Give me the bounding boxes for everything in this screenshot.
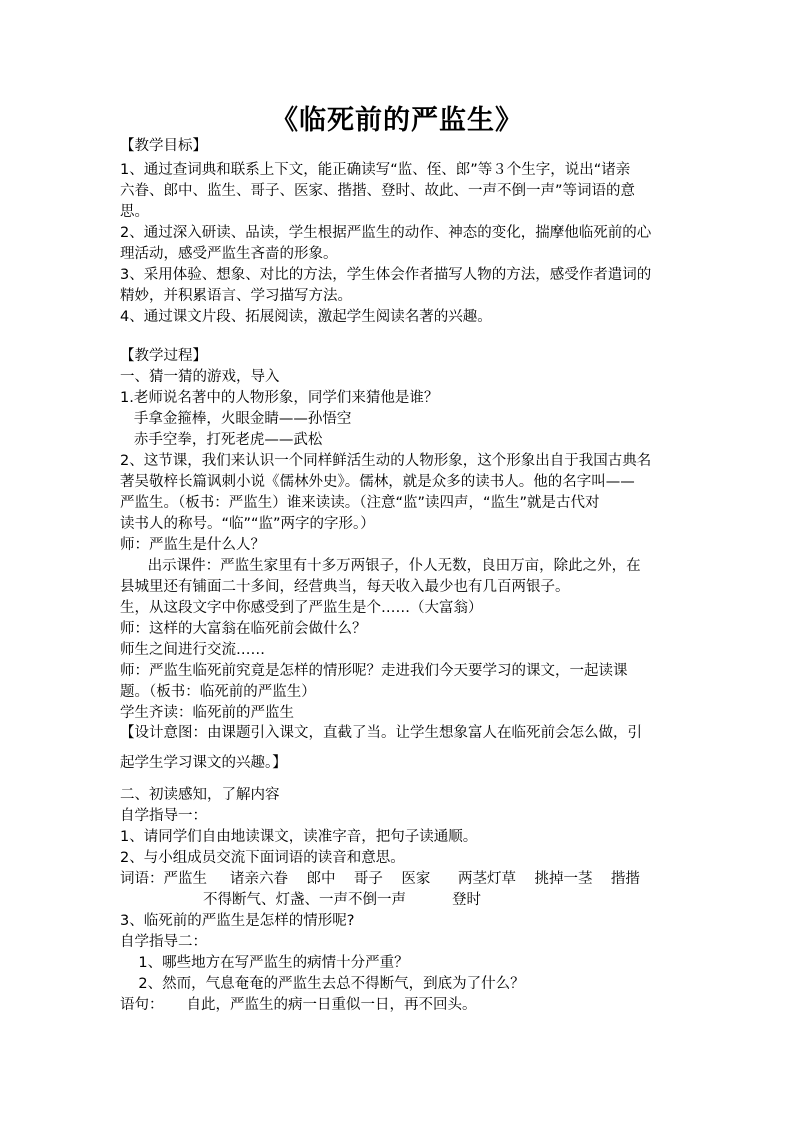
objective-line: 精妙，并积累语言、学习描写方法。	[120, 288, 352, 304]
process-line: 2、与小组成员交流下面词语的读音和意思。	[120, 850, 405, 866]
process-line: 二、初读感知，了解内容	[120, 787, 280, 803]
objective-line: 3、采用体验、想象、对比的方法，学生体会作者描写人物的方法，感受作者遣词的	[120, 267, 652, 283]
document-title: 《临死前的严监生》	[271, 105, 523, 136]
process-line: 1、请同学们自由地读课文，读准字音，把句子读通顺。	[120, 829, 478, 845]
process-line: 县城里还有铺面二十多间，经营典当，每天收入最少也有几百两银子。	[120, 579, 570, 595]
section-heading-objectives: 【教学目标】	[120, 138, 207, 154]
process-line: 题。（板书：临死前的严监生）	[120, 684, 316, 700]
process-line: 师：严监生是什么人？	[120, 537, 265, 553]
process-line: 1、哪些地方在写严监生的病情十分严重？	[120, 955, 409, 971]
process-line: 出示课件：严监生家里有十多万两银子，仆人无数，良田万亩，除此之外，在	[120, 558, 641, 574]
process-line: 一、猜一猜的游戏，导入	[120, 369, 280, 385]
objective-line: 思。	[120, 204, 149, 220]
objective-line: 理活动，感受严监生吝啬的形象。	[120, 246, 338, 262]
section-heading-process: 【教学过程】	[120, 348, 207, 364]
process-line: 3、临死前的严监生是怎样的情形呢?	[120, 913, 355, 929]
process-line: 严监生。（板书：严监生）谁来读读。（注意“监”读四声，“监生”就是古代对	[120, 495, 600, 511]
process-line: 学生齐读：临死前的严监生	[120, 705, 294, 721]
process-line: 著吴敬梓长篇讽刺小说《儒林外史》。儒林，就是众多的读书人。他的名字叫——	[120, 474, 635, 490]
process-line: 师生之间进行交流……	[120, 642, 265, 658]
vocabulary-line: 词语：严监生 诸亲六眷 郎中 哥子 医家 两茎灯草 挑掉一茎 揩揩	[120, 871, 640, 887]
process-line: 语句： 自此，严监生的病一日重似一日，再不回头。	[120, 997, 477, 1013]
process-line: 自学指导二：	[120, 934, 207, 950]
process-line: 1.老师说名著中的人物形象，同学们来猜他是谁？	[120, 390, 439, 406]
objective-line: 4、通过课文片段、拓展阅读，激起学生阅读名著的兴趣。	[120, 309, 492, 325]
design-intent-note: 起学生学习课文的兴趣。】	[120, 755, 287, 771]
process-line: 2、然而，气息奄奄的严监生去总不得断气，到底为了什么？	[120, 976, 525, 992]
objective-line: 六眷、郎中、监生、哥子、医家、揩揩、登时、故此、一声不倒一声”等词语的意	[120, 183, 636, 199]
process-line: 师：这样的大富翁在临死前会做什么？	[120, 621, 367, 637]
process-line: 自学指导一：	[120, 808, 207, 824]
vocabulary-line: 不得断气、灯盏、一声不倒一声 登时	[120, 892, 482, 908]
process-line: 2、这节课，我们来认识一个同样鲜活生动的人物形象，这个形象出自于我国古典名	[120, 453, 652, 469]
design-intent-note: 【设计意图：由课题引入课文，直截了当。让学生想象富人在临死前会怎么做，引	[120, 725, 642, 741]
process-line: 生，从这段文字中你感受到了严监生是个……（大富翁）	[120, 600, 483, 616]
process-line: 师：严监生临死前究竟是怎样的情形呢？走进我们今天要学习的课文，一起读课	[120, 663, 628, 679]
process-line: 读书人的称号。“临”“监”两字的字形。）	[120, 516, 375, 532]
process-line: 手拿金箍棒，火眼金睛——孙悟空	[120, 411, 352, 427]
objective-line: 2、通过深入研读、品读，学生根据严监生的动作、神态的变化，揣摩他临死前的心	[120, 225, 652, 241]
objective-line: 1、通过查词典和联系上下文，能正确读写“监、侄、郎”等３个生字，说出“诸亲	[120, 162, 631, 178]
process-line: 赤手空拳，打死老虎——武松	[120, 432, 323, 448]
